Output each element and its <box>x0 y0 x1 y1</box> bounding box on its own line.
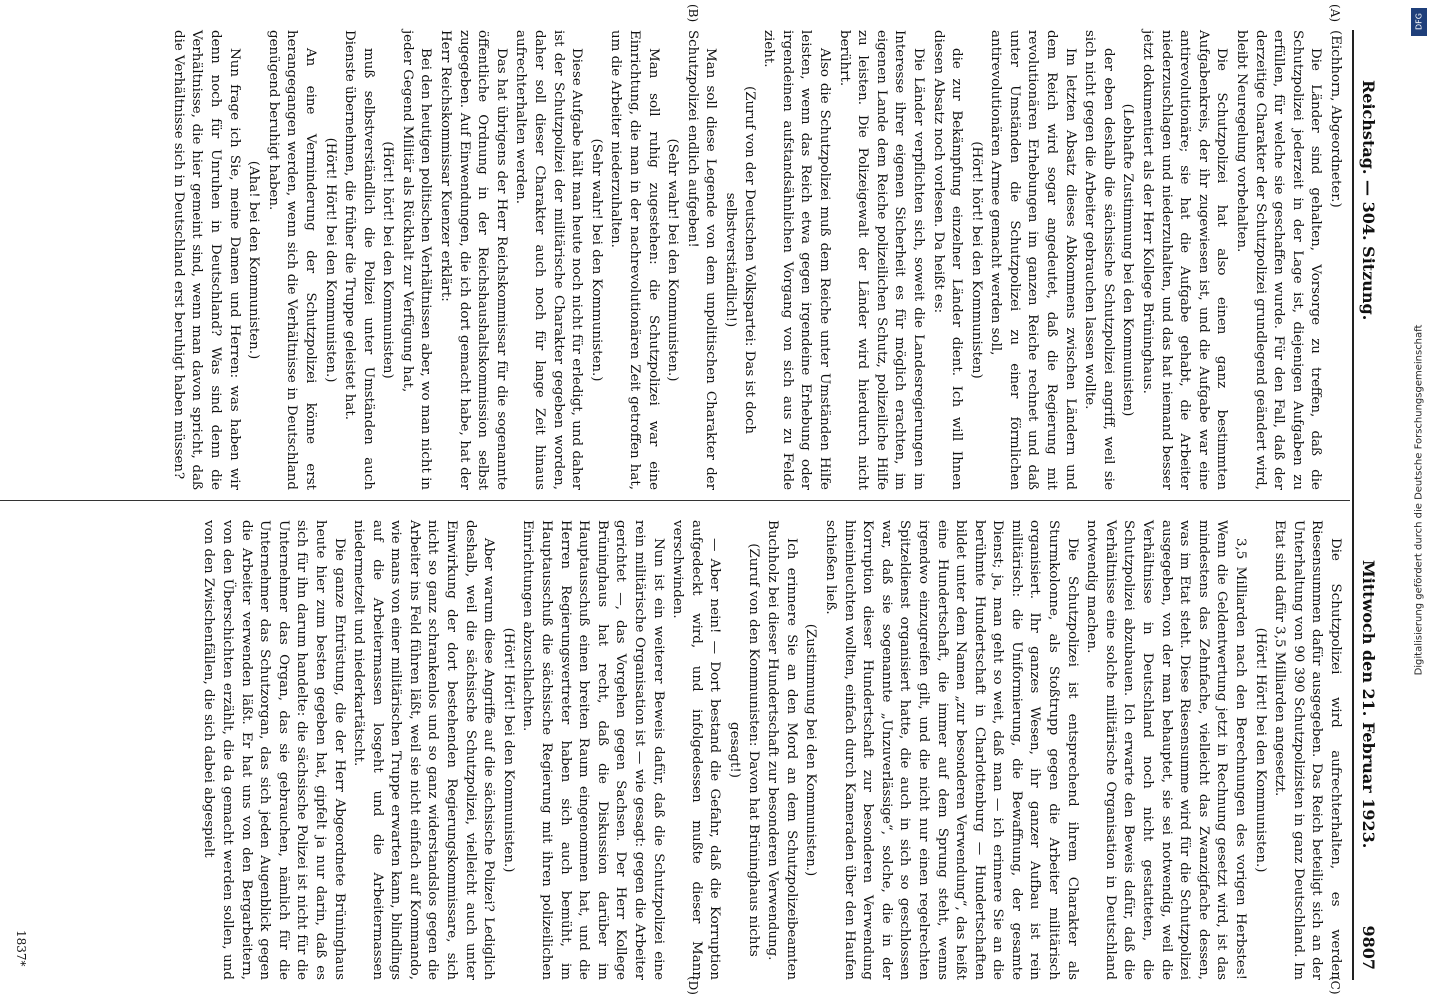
paragraph: Die Schutzpolizei wird aufrechterhalten, es werden Riesensummen dafür ausgegeben. Das Reich beteiligt sich an der Unterhaltung von 90 390 Schutzpolizisten in ganz Deutschland. Im Etat sind dafür 3,5 Milliarden angesetzt. <box>1272 520 1343 980</box>
paragraph: — Aber nein! — Dort bestand die Gefahr, daß die Korruption aufgedeckt wird, und infolgedessen mußte dieser Mann verschwinden. <box>670 520 723 980</box>
paragraph: Die Länder sind gehalten, Vorsorge zu treffen, daß die Schutzpolizei jederzeit in der Lage ist, diejenigen Aufgaben zu erfüllen, für welche sie geschaffen wurde. Für den Fall, daß der derzeitige Charakter der Schutzpolizei grundlegend geändert wird, bleibt Neuregelung vorbehalten. <box>1234 30 1324 490</box>
paragraph: (Aha! bei den Kommunisten.) <box>246 160 262 360</box>
header-right: Mittwoch den 21. Februar 1923. <box>1359 560 1379 849</box>
paragraph: der eben deshalb die sächsische Schutzpolizei angriff, weil sie sich nicht gegen die Arbeiter gebrauchen lassen wollte. <box>1082 30 1116 490</box>
paragraph: Bei den heutigen politischen Verhältnissen aber, wo man nicht in jeder Gegend Militär als Rückhalt zur Verfügung hat, <box>399 30 434 490</box>
paragraph: (Zuruf von den Kommunisten: Davon hat Brüninghaus nichts gesagt!) <box>727 543 761 957</box>
dfg-logo: DFG <box>1411 8 1427 36</box>
digitization-note: Digitalisierung gefördert durch die Deutsche Forschungsgemeinschaft <box>1413 324 1425 676</box>
margin-mark-d: (D) <box>686 976 700 995</box>
margin-mark-c: (C) <box>1328 976 1342 995</box>
running-header <box>1356 0 1382 1000</box>
paragraph: (Hört! Hört! bei den Kommunisten.) <box>322 137 338 383</box>
header-left: Reichstag. — 304. Sitzung. <box>1359 80 1379 321</box>
paragraph: (Hört! Hört! bei den Kommunisten.) <box>1252 627 1268 873</box>
paragraph: (Hört! hört! bei den Kommunisten) <box>380 141 396 379</box>
paragraph: Nun ist ein weiterer Beweis dafür, daß die Schutzpolizei eine rein militärische Organisation ist — wie gesagt: gegen die Arbeiter gerichtet —, das Vorgehen gegen Sachsen. Der Herr Kollege Brüninghaus hat recht, daß die Diskussion darüber im Hauptausschuß einen breiten Raum eingenommen hat, und die Herren Regierungsvertreter haben sich auch bemüht, im Hauptausschuß die sächsische Regierung mit ihren polizeilichen Einrichtungen abzuschlachten. <box>520 520 666 980</box>
left-column <box>167 30 1344 490</box>
paragraph: Man soll diese Legende von dem unpolitischen Charakter der Schutzpolizei endlich aufgeben! <box>684 30 719 490</box>
paragraph: (Zustimmung bei den Kommunisten.) <box>803 623 819 877</box>
paragraph: (Hört! Hört! bei den Kommunisten.) <box>500 627 516 873</box>
column-divider <box>0 500 1350 501</box>
paragraph: An eine Verminderung der Schutzpolizei könne erst herangegangen werden, wenn sich die Verhältnisse in Deutschland genügend beruhigt haben. <box>265 30 318 490</box>
paragraph: die zur Bekämpfung einzelner Länder dient. Ich will Ihnen diesen Absatz noch vorlesen. Da heißt es: <box>930 30 965 490</box>
paragraph: Also die Schutzpolizei muß dem Reiche unter Umständen Hilfe leisten, wenn das Reich etwa gegen irgendeine Erhebung oder irgendeinen aufstandsähnlichen Vorgang von sich aus zu Felde zieht. <box>761 30 832 490</box>
page-number: 9807 <box>1359 925 1379 970</box>
footer-number: 1837* <box>14 930 28 967</box>
paragraph: Diese Aufgabe hält man heute noch nicht für erledigt, und daher ist der Schutzpolizei der militärische Charakter gegeben worden, daher soll dieser Charakter auch noch für lange Zeit hinaus aufrechterhalten werden. <box>513 30 585 490</box>
paragraph: (Zuruf von der Deutschen Volkspartei: Das ist doch selbstverständlich!) <box>723 86 757 434</box>
paragraph: Ich erinnere Sie an den Mord an dem Schutzpolizeibeamten Buchholz bei dieser Hundertschaft zur besonderen Verwendung. <box>765 520 799 980</box>
paragraph: (Lebhafte Zustimmung bei den Kommunisten) <box>1120 103 1136 417</box>
header-rule <box>1352 30 1354 980</box>
paragraph: (Eichhorn, Abgeordneter.) <box>1328 30 1343 208</box>
paragraph: (Sehr wahr! bei den Kommunisten.) <box>588 138 604 382</box>
paragraph: (Hört! hört! bei den Kommunisten) <box>968 141 984 379</box>
paragraph: Man soll ruhig zugestehen: die Schutzpolizei war eine Einrichtung, die man in der nachrevolutionären Zeit getroffen hat, um die Arbeiter niederzuhalten. <box>608 30 661 490</box>
paragraph: muß selbstverständlich die Polizei unter Umständen auch Dienste übernehmen, die früher die Truppe geleistet hat. <box>342 30 376 490</box>
paragraph: Im letzten Absatz dieses Abkommens zwischen Ländern und dem Reich wird sogar angedeutet, daß die Regierung mit revolutionären Erhebungen im ganzen Reiche rechnet und daß unter Umständen die Schutzpolizei zu einer förmlichen antirevolutionären Armee gemacht werden soll, <box>988 30 1078 490</box>
paragraph: Das hat übrigens der Herr Reichskommissar für die sogenannte öffentliche Ordnung in der Reichshaushaltskommission selbst zugegeben. Auf Einwendungen, die ich dort gemacht habe, hat der Herr Reichskommissar Kuenzer erklärt: <box>438 30 509 490</box>
paragraph: Die Länder verpflichten sich, soweit die Landesregierungen im Interesse ihrer eigenen Sicherheit es für möglich erachten, im eigenen Lande dem Reiche polizeilichen Schutz, polizeiliche Hilfe zu leisten. Die Polizeigewalt der Länder wird hierdurch nicht berührt. <box>836 30 926 490</box>
paragraph: 3,5 Milliarden nach den Berechnungen des vorigen Herbstes! Wenn die Geldentwertung jetzt in Rechnung gesetzt wird, ist das mindestens das Zehnfache, vielleicht das Zwanzigfache dessen, was im Etat steht. Diese Riesensumme wird für die Schutzpolizei ausgegeben, von der man behauptet, sie sei notwendig, weil die Verhältnisse in Deutschland noch nicht gestatteten, die Schutzpolizei abzubauen. Ich erwarte den Beweis dafür, daß die Verhältnisse eine solche militärische Organisation in Deutschland notwendig machen. <box>1084 520 1249 980</box>
paragraph: Nun frage ich Sie, meine Damen und Herren: was haben wir denn noch für Unruhen in Deutschland? Was sind denn die Verhältnisse, die hier gemeint sind, wenn man davon spricht, daß die Verhältnisse sich in Deutschland erst beruhigt haben müssen? <box>170 30 242 490</box>
margin-mark-b: (B) <box>686 4 700 23</box>
paragraph: Die Schutzpolizei hat also einen ganz bestimmten Aufgabenkreis, der ihr zugewiesen ist, und die Aufgabe war eine antirevolutionäre; sie hat die Aufgabe gehabt, die Arbeiter niederzuschlagen und niederzuhalten, und das hat niemand besser jetzt dokumentiert als der Herr Kollege Brüninghaus. <box>1140 30 1230 490</box>
margin-mark-a: (A) <box>1328 4 1342 23</box>
right-column <box>198 520 1344 980</box>
paragraph: (Sehr wahr! bei den Kommunisten.) <box>665 138 681 382</box>
paragraph: Die ganze Entrüstung, die der Herr Abgeordnete Brüninghaus heute hier zum besten gegeben hat, gipfelt ja nur darin, daß es sich für ihn darum handelte: die sächsische Polizei ist nicht für die Unternehmer das Organ, das sie gebrauchen, nämlich für die Unternehmer das Schutzorgan, das sich jeden Augenblick gegen die Arbeiter verwenden läßt. Er hat uns von den Bergarbeitern, von den Überschichten erzählt, die da gemacht werden sollen, und von den Zwischenfällen, die sich dabei abgespielt <box>201 520 347 980</box>
paragraph: Aber warum diese Angriffe auf die sächsische Polizei? Lediglich deshalb, weil die sächsische Schutzpolizei, vielleicht auch unter Einwirkung der dort bestehenden Regierungskommissare, sich nicht so ganz schrankenlos und so ganz widerstandslos gegen die Arbeiter ins Feld führen läßt, weil sie nicht einfach auf Kommando, wie mans von einer militärischen Truppe erwarten kann, blindlings auf die Arbeitermassen losgeht und die Arbeitermassen niedermetzelt und niederkartätscht. <box>351 520 497 980</box>
paragraph: Die Schutzpolizei ist entsprechend ihrem Charakter als Sturmkolonne, als Stoßtrupp gegen die Arbeiter militärisch organisiert. Ihr ganzes Wesen, ihr ganzer Aufbau ist rein militärisch: die Uniformierung, die Bewaffnung, der gesamte Dienst; ja, man geht so weit, daß man — ich erinnere Sie an die berühmte Hundertschaft in Charlottenburg — Hundertschaften bildet unter dem Namen „zur besonderen Verwendung“, das heißt eine Hundertschaft, die immer auf dem Sprung steht, wenns irgendwo einzugreifen gilt, und die nicht nur einen regelrechten Spitzeldienst organisiert hatte, die auch in sich so geschlossen war, daß sie sogenannte „Unzuverlässige“, solche, die in der Korruption dieser Hundertschaft zur besonderen Verwendung hineinleuchten wollten, einfach durch Kameraden über den Haufen schießen ließ. <box>822 520 1080 980</box>
digitization-strip <box>1404 0 1434 1000</box>
